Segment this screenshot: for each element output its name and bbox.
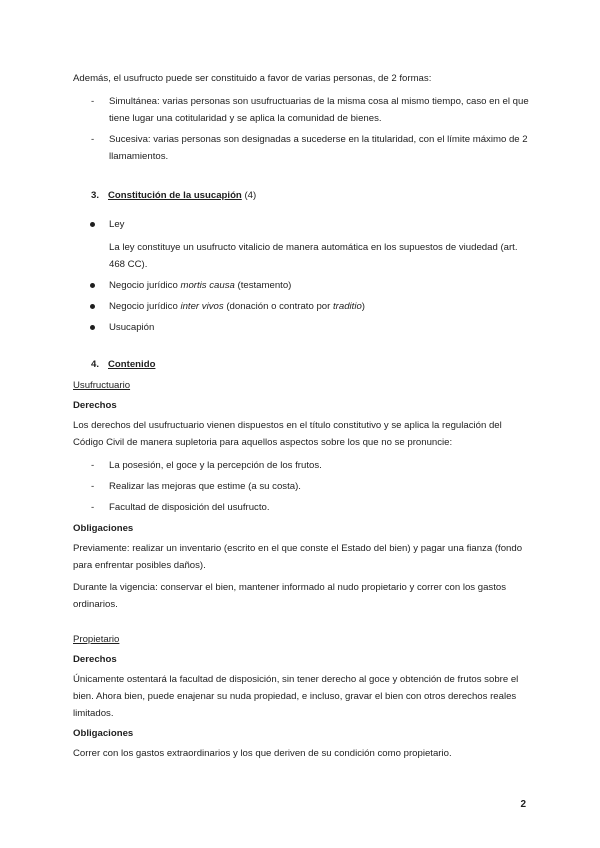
- list-item: [73, 478, 533, 495]
- derechos-list: [73, 457, 533, 516]
- section-title: Constitución de la usucapión: [108, 190, 242, 201]
- bullet-icon: [90, 222, 95, 227]
- list-item: [73, 93, 533, 127]
- list-item-text: (donación o contrato por: [223, 301, 333, 312]
- section-title: Contenido: [108, 359, 156, 370]
- list-item-text: Ley: [109, 219, 125, 230]
- derechos-paragraph: Únicamente ostentará la facultad de disposición, sin tener derecho al goce y obtención de frutos sobre el bien. Ahora bien, puede enajenar su nuda propiedad, e incluso, gravar el bien con otros derechos reales limitados.: [73, 674, 519, 719]
- section-3-heading: [73, 187, 533, 204]
- obligaciones-heading: Obligaciones: [73, 523, 134, 534]
- list-item-text: Sucesiva: varias personas son designadas a sucederse en la titularidad, con el límite máximo de 2 llamamientos.: [109, 134, 528, 162]
- bullet-icon: [90, 325, 95, 330]
- section-count: (4): [241, 190, 257, 201]
- list-item-text: Usucapión: [109, 322, 155, 333]
- forms-list: [73, 93, 533, 165]
- list-item: [73, 457, 533, 474]
- derechos-heading: Derechos: [73, 400, 117, 411]
- section-number: 3.: [91, 190, 100, 201]
- list-item: [73, 277, 533, 294]
- dash-marker: -: [91, 134, 95, 145]
- obligaciones-paragraph: Previamente: realizar un inventario (escrito en el que conste el Estado del bien) y pagar una fianza (fondo para enfrentar posibles daños).: [73, 543, 523, 571]
- list-item: [73, 131, 533, 165]
- emphasis-text: mortis causa: [180, 280, 235, 291]
- list-item: [73, 216, 533, 273]
- dash-marker: -: [91, 502, 95, 513]
- bullet-icon: [90, 304, 95, 309]
- list-item-text: La posesión, el goce y la percepción de los frutos.: [109, 460, 322, 471]
- dash-marker: -: [91, 481, 95, 492]
- list-item: [73, 298, 533, 315]
- derechos-paragraph: Los derechos del usufructuario vienen dispuestos en el título constitutivo y se aplica la regulación del Código Civil de manera supletoria para aquellos aspectos sobre los que no se pronuncie:: [73, 420, 502, 448]
- list-item-text: Realizar las mejoras que estime (a su costa).: [109, 481, 301, 492]
- derechos-heading: Derechos: [73, 654, 117, 665]
- list-item-text: (testamento): [234, 280, 292, 291]
- emphasis-text: inter vivos: [180, 301, 224, 312]
- propietario-heading: Propietario: [73, 634, 120, 645]
- list-item-text: Negocio jurídico: [109, 301, 181, 312]
- obligaciones-paragraph: Correr con los gastos extraordinarios y los que deriven de su condición como propietario.: [73, 748, 452, 759]
- list-item-text: Simultánea: varias personas son usufructuarias de la misma cosa al mismo tiempo, caso en el que tiene lugar una cotitularidad y se aplica la comunidad de bienes.: [109, 96, 529, 124]
- list-item: [73, 499, 533, 516]
- page-number: 2: [520, 799, 526, 810]
- constitution-list: [73, 216, 533, 336]
- obligaciones-heading: Obligaciones: [73, 728, 134, 739]
- list-item: [73, 319, 533, 336]
- list-item-text: Negocio jurídico: [109, 280, 181, 291]
- bullet-icon: [90, 283, 95, 288]
- list-item-text: Facultad de disposición del usufructo.: [109, 502, 270, 513]
- section-number: 4.: [91, 359, 100, 370]
- emphasis-text: traditio: [333, 301, 362, 312]
- intro-paragraph: Además, el usufructo puede ser constituido a favor de varias personas, de 2 formas:: [73, 73, 432, 84]
- dash-marker: -: [91, 460, 95, 471]
- dash-marker: -: [91, 96, 95, 107]
- list-item-text: ): [361, 301, 365, 312]
- list-item-description: La ley constituye un usufructo vitalicio de manera automática en los supuestos de viudedad (art. 468 CC).: [109, 242, 518, 270]
- document-page: [73, 70, 533, 762]
- obligaciones-paragraph: Durante la vigencia: conservar el bien, mantener informado al nudo propietario y correr con los gastos ordinarios.: [73, 582, 507, 610]
- section-4-heading: [73, 356, 533, 373]
- usufructuario-heading: Usufructuario: [73, 380, 131, 391]
